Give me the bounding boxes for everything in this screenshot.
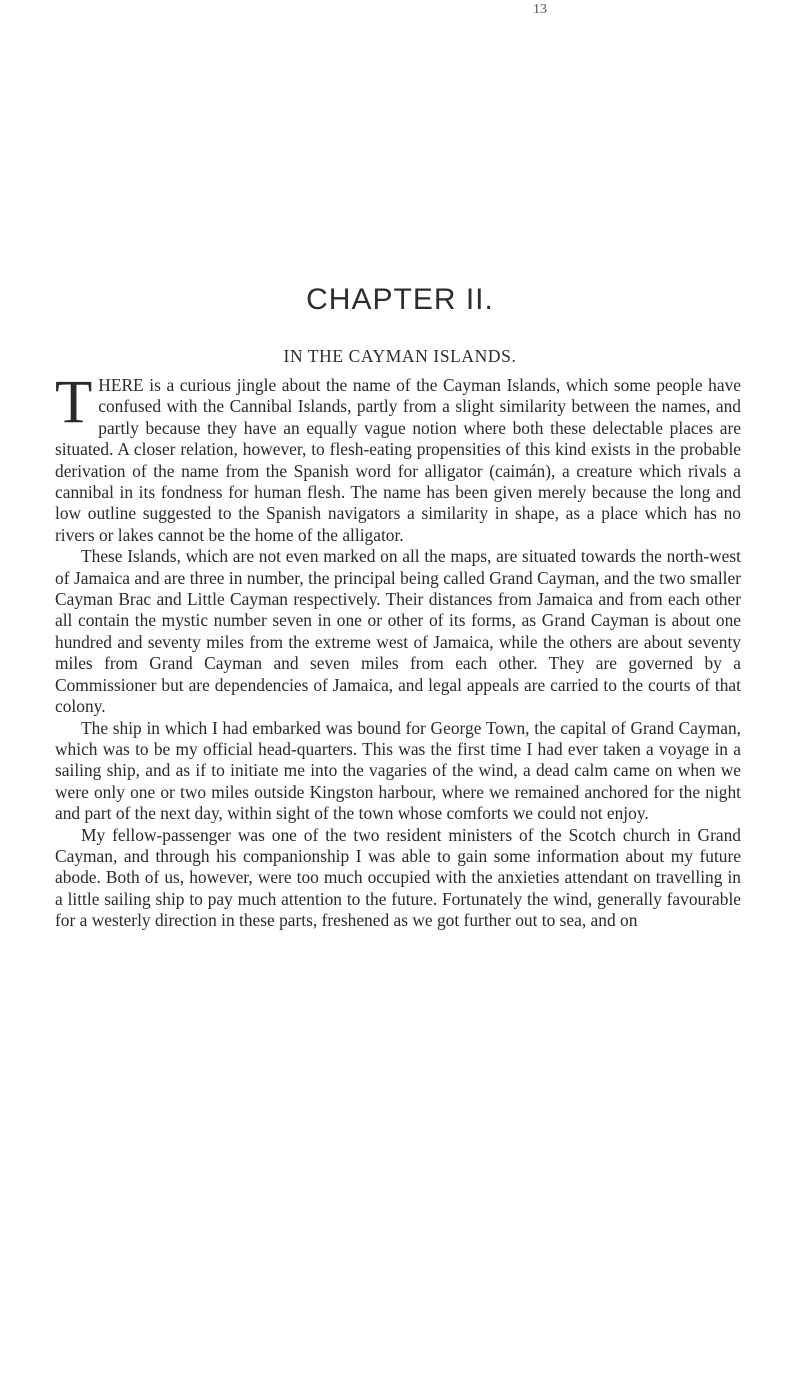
paragraph-1 xyxy=(55,369,741,546)
paragraph-1-text: HERE is a curious jingle about the name of the Cayman Islands, which some people have confused with the Cannibal Islands, partly from a slight similarity between the names, and partly because they have an equally vague notion where both these delectable places are situated. A closer relation, however, to flesh-eating propensities of this kind exists in the probable derivation of the name from the Spanish word for alligator (caimán), a creature which rivals a cannibal in its fondness for human flesh. The name has been given merely because the long and low outline suggested to the Spanish navigators a similarity in shape, as a place which has no rivers or lakes cannot be the home of the alligator. xyxy=(55,375,741,545)
chapter-heading: CHAPTER II. xyxy=(306,283,494,316)
drop-cap: T xyxy=(55,369,93,436)
chapter-subtitle: IN THE CAYMAN ISLANDS. xyxy=(283,346,517,366)
paragraph-2: These Islands, which are not even marked on all the maps, are situated towards the north-west of Jamaica and are three in number, the principal being called Grand Cayman, and the two smaller Cayman Brac and Little Cayman respectively. Their distances from Jamaica and from each other all contain the mystic number seven in one or other of its forms, as Grand Cayman is about one hundred and seventy miles from the extreme west of Jamaica, while the others are about seventy miles from Grand Cayman and seven miles from each other. They are governed by a Commissioner but are dependencies of Jamaica, and legal appeals are carried to the courts of that colony. xyxy=(55,546,741,717)
page-number: 13 xyxy=(533,2,547,17)
paragraph-3: The ship in which I had embarked was bound for George Town, the capital of Grand Cayman, which was to be my official head-quarters. This was the first time I had ever taken a voyage in a sailing ship, and as if to initiate me into the vagaries of the wind, a dead calm came on when we were only one or two miles outside Kingston harbour, where we remained anchored for the night and part of the next day, within sight of the town whose comforts we could not enjoy. xyxy=(55,717,741,824)
paragraph-4: My fellow-passenger was one of the two resident ministers of the Scotch church in Grand Cayman, and through his companionship I was able to gain some information about my future abode. Both of us, however, were too much occupied with the anxieties attendant on travelling in a little sailing ship to pay much attention to the future. Fortunately the wind, generally favourable for a westerly direction in these parts, freshened as we got further out to sea, and on xyxy=(55,824,741,931)
body-text xyxy=(55,369,741,932)
